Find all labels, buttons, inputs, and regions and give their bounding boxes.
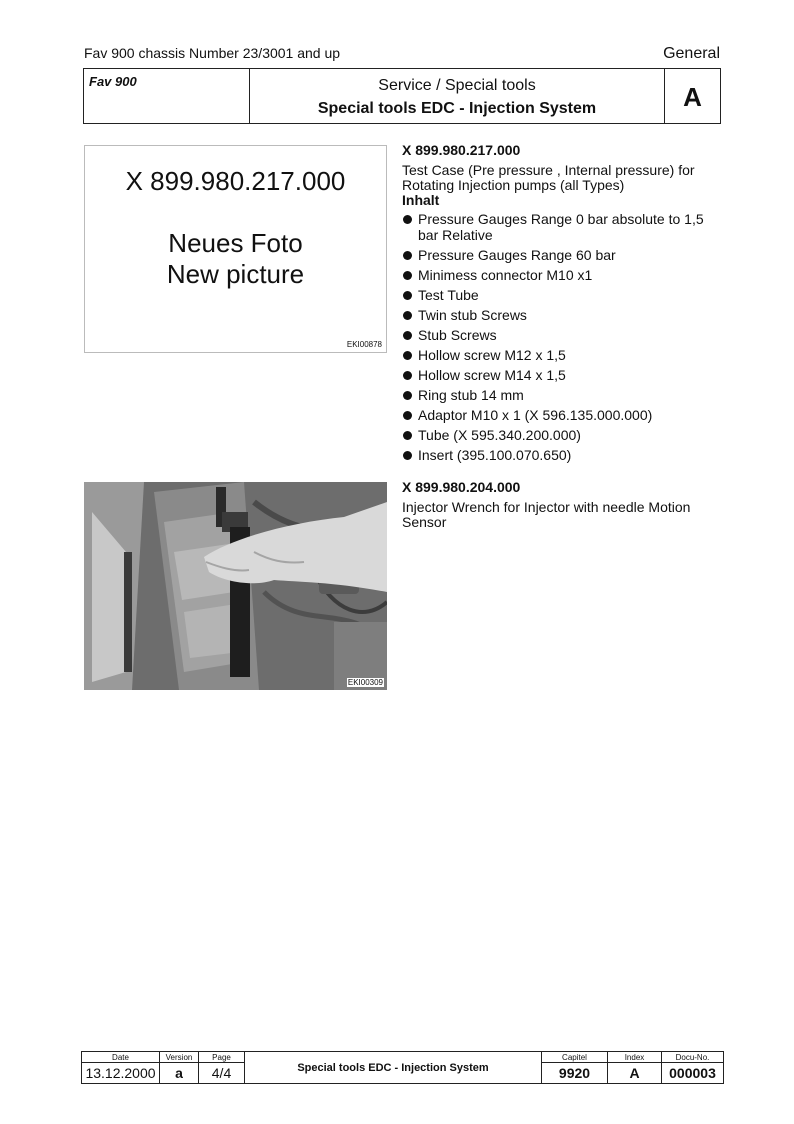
placeholder-picture — [84, 145, 387, 353]
footer-capitel: 9920 — [542, 1063, 608, 1084]
footer-docu-label: Docu-No. — [662, 1052, 724, 1063]
footer-version: a — [160, 1063, 199, 1084]
model-label: Fav 900 — [84, 69, 250, 123]
footer-date: 13.12.2000 — [82, 1063, 160, 1084]
placeholder-text-en: New picture — [166, 259, 305, 289]
image-code: EKI00309 — [347, 678, 383, 687]
footer-index-label: Index — [608, 1052, 662, 1063]
tool1-contents-list — [402, 211, 732, 467]
footer-docu-number: 000003 — [662, 1063, 724, 1084]
tool1-description-line2: Rotating Injection pumps (all Types) — [402, 177, 625, 193]
list-item: Pressure Gauges Range 0 bar absolute to 1,5 bar Relative — [402, 211, 718, 243]
footer-version-label: Version — [160, 1052, 199, 1063]
running-header-right: General — [663, 45, 720, 62]
running-header-left: Fav 900 chassis Number 23/3001 and up — [84, 45, 341, 61]
list-item: Adaptor M10 x 1 (X 596.135.000.000) — [402, 407, 732, 423]
header-center — [250, 69, 664, 123]
list-item: Tube (X 595.340.200.000) — [402, 427, 732, 443]
list-item: Hollow screw M12 x 1,5 — [402, 347, 732, 363]
header-title: Special tools EDC - Injection System — [317, 100, 597, 117]
tool1-contents-label: Inhalt — [402, 192, 440, 208]
list-item: Pressure Gauges Range 60 bar — [402, 247, 732, 263]
photo-illustration — [84, 482, 387, 690]
footer-capitel-label: Capitel — [542, 1052, 608, 1063]
list-item: Ring stub 14 mm — [402, 387, 732, 403]
footer-page-label: Page — [199, 1052, 245, 1063]
placeholder-text-de: Neues Foto — [168, 228, 303, 258]
header-index: A — [664, 69, 720, 123]
footer-date-label: Date — [82, 1052, 160, 1063]
list-item: Hollow screw M14 x 1,5 — [402, 367, 732, 383]
tool1-part-number: X 899.980.217.000 — [402, 142, 521, 158]
tool1-description-line1: Test Case (Pre pressure , Internal pressure) for — [402, 162, 695, 178]
list-item: Insert (395.100.070.650) — [402, 447, 732, 463]
tool2-description-line1: Injector Wrench for Injector with needle Motion — [402, 499, 691, 515]
image-code: EKI00878 — [346, 340, 382, 349]
document-footer — [81, 1051, 723, 1084]
footer-title: Special tools EDC - Injection System — [245, 1052, 542, 1084]
list-item: Stub Screws — [402, 327, 732, 343]
footer-page: 4/4 — [199, 1063, 245, 1084]
injector-wrench-photo — [84, 482, 387, 690]
tool2-description-line2: Sensor — [402, 514, 447, 530]
placeholder-part-number: X 899.980.217.000 — [125, 166, 346, 196]
list-item: Test Tube — [402, 287, 732, 303]
header-subtitle: Service / Special tools — [378, 77, 536, 94]
list-item: Minimess connector M10 x1 — [402, 267, 732, 283]
document-header — [83, 68, 721, 124]
list-item: Twin stub Screws — [402, 307, 732, 323]
footer-index: A — [608, 1063, 662, 1084]
tool2-part-number: X 899.980.204.000 — [402, 479, 521, 495]
